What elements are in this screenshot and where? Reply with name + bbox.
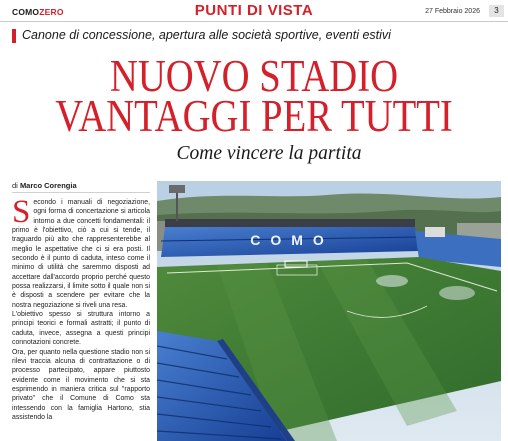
article-paragraph-1: econdo i manuali di negoziazione, ogni forma di concertazione si articola intorno a due concetti fondamentali: il primo è l'obiettivo, ciò a cui si tende, il traguardo più alto che rappresenterebbe al meglio le aspettative che ci si era posti. Il secondo è il punto di caduta, inteso come il minimo di utilità che saremmo disposti ad accettare dall'accordo proprio perché questo possa realizzarsi, il limite sotto il quale non si è disposti a scendere per evitare che la nostra negoziazione si riveli una resa.	[12, 199, 150, 309]
stadium-illustration	[157, 181, 501, 441]
article-paragraph-2: L'obiettivo spesso si struttura intorno a principi teorici e formali astratti; il punto di caduta, invece, assegna a questi principi connotazioni concrete.	[12, 311, 150, 347]
page-number: 3	[489, 5, 504, 17]
article-paragraph-3: Ora, per quanto nella questione stadio non si rilevi traccia alcuna di contrattazione o di processo partecipato, appare piuttosto evidente come il movimento che si sta esprimendo in maniera critica sul "rapporto privato" che il Comune di Como sta intessendo con la famiglia Hartono, stia assistendo la	[12, 348, 150, 421]
section-title: PUNTI DI VISTA	[194, 2, 314, 19]
kicker-accent-bar	[12, 29, 16, 43]
subtitle: Come vincere la partita	[176, 143, 362, 164]
stadium-photo	[157, 181, 501, 441]
byline	[12, 181, 77, 190]
article-body	[12, 198, 150, 441]
headline-line-1: NUOVO STADIO	[109, 51, 399, 101]
byline-author[interactable]: Marco Corengia	[19, 181, 77, 190]
publication-logo[interactable]: COMOZERO	[12, 7, 64, 17]
headline-line-2: VANTAGGI PER TUTTI	[55, 91, 453, 141]
issue-date: 27 Febbraio 2026	[425, 8, 480, 15]
kicker: Canone di concessione, apertura alle società sportive, eventi estivi	[22, 28, 391, 42]
masthead	[0, 0, 508, 22]
drop-cap: S	[12, 198, 31, 230]
stand-lettering: COMO	[250, 232, 334, 248]
byline-divider	[12, 192, 150, 193]
byline-prefix: di	[12, 181, 18, 190]
